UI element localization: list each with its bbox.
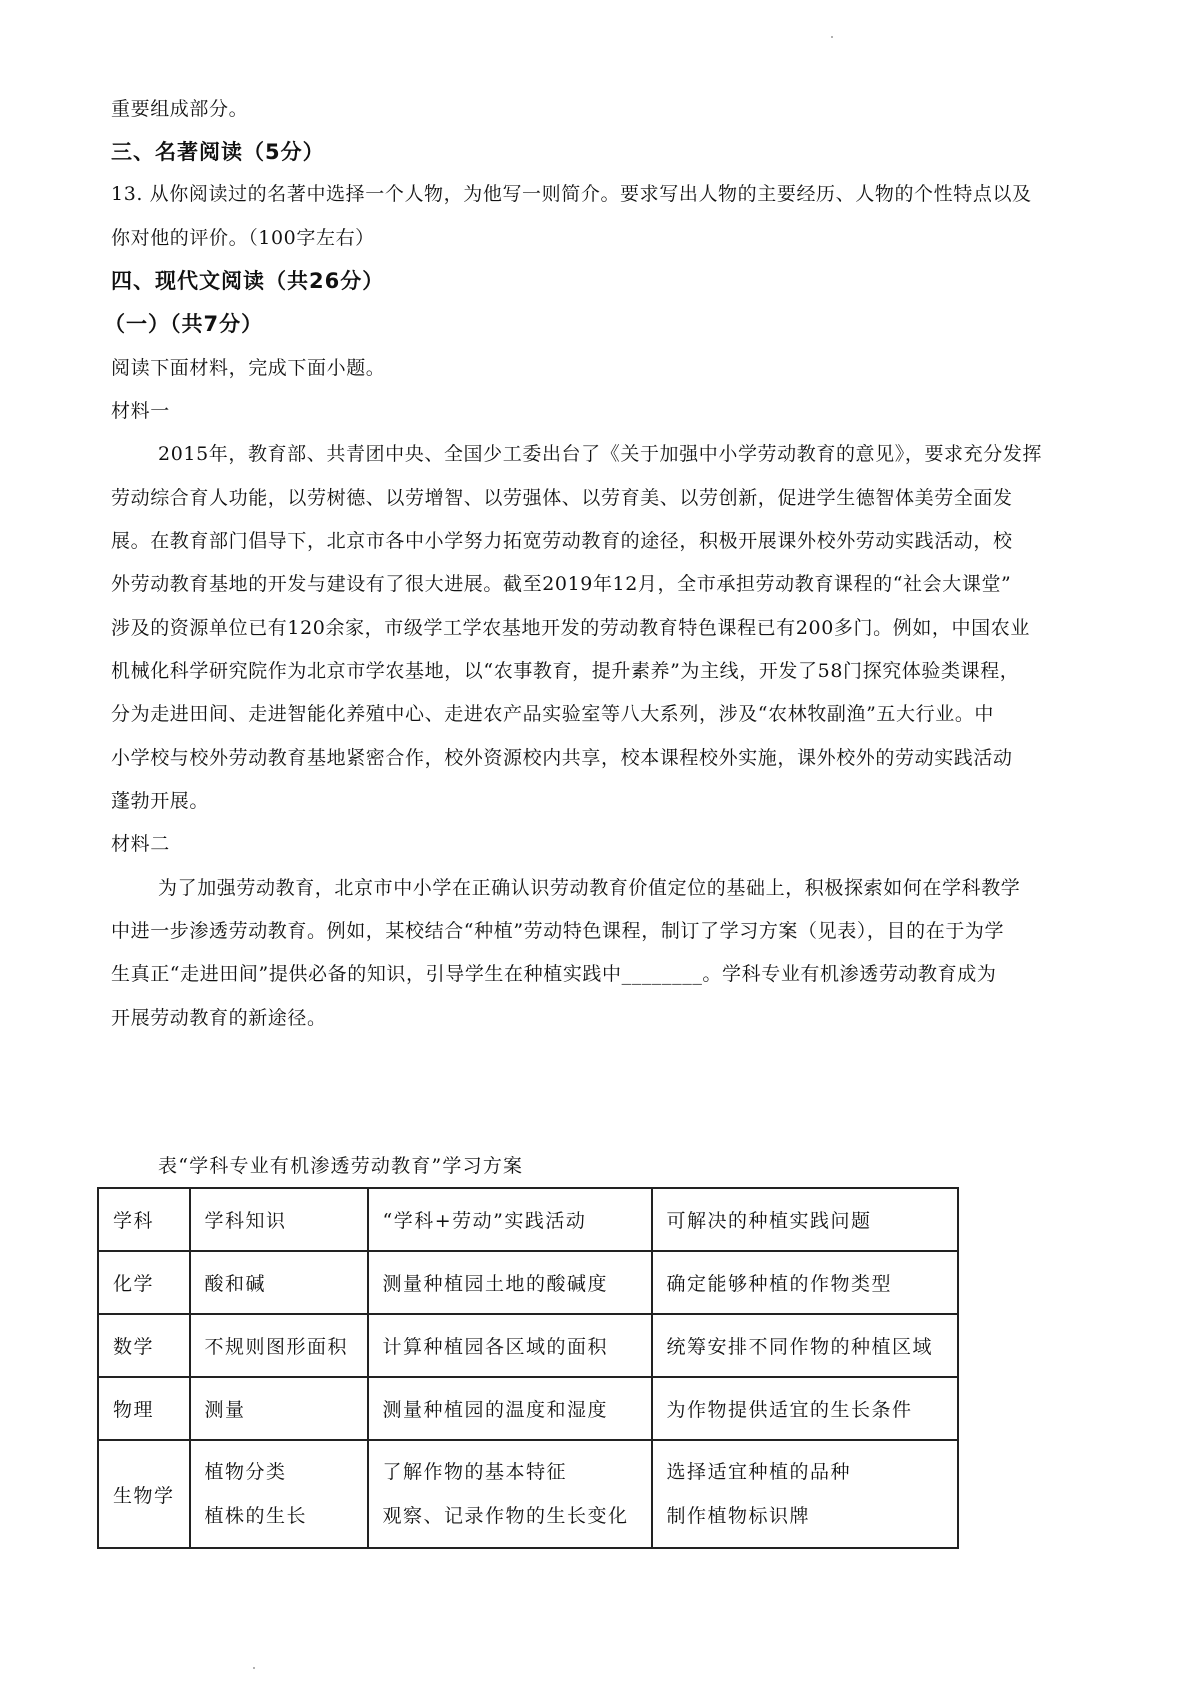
- text-line: 重要组成部分。: [111, 98, 249, 120]
- subject-cell: 数学: [98, 1314, 190, 1377]
- table-row: [98, 1377, 958, 1440]
- material-1-label: 材料一: [111, 400, 170, 422]
- table-caption: 表“学科专业有机渗透劳动教育”学习方案: [158, 1155, 524, 1177]
- activity-item: 观察、记录作物的生长变化: [382, 1505, 629, 1527]
- table-row: [98, 1314, 958, 1377]
- material-1-text: 展。在教育部门倡导下，北京市各中小学努力拓宽劳动教育的途径，积极开展课外校外劳动实践活动，校: [111, 530, 1013, 552]
- problem-cell: [652, 1440, 958, 1548]
- material-1-text: 涉及的资源单位已有120余家，市级学工学农基地开发的劳动教育特色课程已有200多门。例如，中国农业: [111, 617, 1030, 639]
- subject-cell: 物理: [98, 1377, 190, 1440]
- header-cell: 学科: [98, 1188, 190, 1251]
- table-row: [98, 1440, 958, 1548]
- table-row: [98, 1251, 958, 1314]
- material-1-text: 机械化科学研究院作为北京市学农基地，以“农事教育，提升素养”为主线，开发了58门探究体验类课程，: [111, 660, 1020, 682]
- problem-cell: 统筹安排不同作物的种植区域: [652, 1314, 958, 1377]
- material-1-text: 蓬勃开展。: [111, 790, 210, 812]
- problem-item: 选择适宜种植的品种: [666, 1461, 852, 1483]
- header-cell: “学科+劳动”实践活动: [368, 1188, 652, 1251]
- material-2-text: 开展劳动教育的新途径。: [111, 1007, 327, 1029]
- material-1-text: 分为走进田间、走进智能化养殖中心、走进农产品实验室等八大系列，涉及“农林牧副渔”五大行业。中: [111, 703, 995, 725]
- section-heading-3: 三、名著阅读（5分）: [111, 140, 325, 164]
- activity-cell: 测量种植园的温度和湿度: [368, 1377, 652, 1440]
- material-2-text: 为了加强劳动教育，北京市中小学在正确认识劳动教育价值定位的基础上，积极探索如何在学科教学: [158, 877, 1021, 899]
- material-1-text: 小学校与校外劳动教育基地紧密合作，校外资源校内共享，校本课程校外实施，课外校外的劳动实践活动: [111, 747, 1013, 769]
- knowledge-item: 植株的生长: [204, 1505, 308, 1527]
- question-13-line-2: 你对他的评价。（100字左右）: [111, 227, 375, 249]
- table-header-row: [98, 1188, 958, 1251]
- scan-speck: [253, 1667, 255, 1669]
- material-1-text: 2015年，教育部、共青团中央、全国少工委出台了《关于加强中小学劳动教育的意见》，要求充分发挥: [158, 443, 1043, 465]
- problem-cell: 为作物提供适宜的生长条件: [652, 1377, 958, 1440]
- question-13-line-1: 13. 从你阅读过的名著中选择一个人物，为他写一则简介。要求写出人物的主要经历、人物的个性特点以及: [111, 183, 1032, 205]
- scan-speck: [831, 36, 833, 38]
- section-heading-4: 四、现代文阅读（共26分）: [111, 269, 385, 293]
- knowledge-cell: 酸和碱: [190, 1251, 368, 1314]
- knowledge-cell: 不规则图形面积: [190, 1314, 368, 1377]
- header-cell: 学科知识: [190, 1188, 368, 1251]
- activity-item: 了解作物的基本特征: [382, 1461, 568, 1483]
- material-1-text: 外劳动教育基地的开发与建设有了很大进展。截至2019年12月，全市承担劳动教育课程的“社会大课堂”: [111, 573, 1012, 595]
- header-cell: 可解决的种植实践问题: [652, 1188, 958, 1251]
- instruction: 阅读下面材料，完成下面小题。: [111, 357, 386, 379]
- activity-cell: 测量种植园土地的酸碱度: [368, 1251, 652, 1314]
- activity-cell: [368, 1440, 652, 1548]
- knowledge-cell: [190, 1440, 368, 1548]
- subject-cell: 生物学: [98, 1440, 190, 1548]
- material-2-text: 中进一步渗透劳动教育。例如，某校结合“种植”劳动特色课程，制订了学习方案（见表），目的在于为学: [111, 920, 1005, 942]
- knowledge-cell: 测量: [190, 1377, 368, 1440]
- problem-item: 制作植物标识牌: [666, 1505, 811, 1527]
- subsection-heading: （一）（共7分）: [104, 312, 264, 336]
- material-2-label: 材料二: [111, 833, 170, 855]
- knowledge-item: 植物分类: [204, 1461, 287, 1483]
- material-1-text: 劳动综合育人功能，以劳树德、以劳增智、以劳强体、以劳育美、以劳创新，促进学生德智体美劳全面发: [111, 487, 1013, 509]
- material-2-text: 生真正“走进田间”提供必备的知识，引导学生在种植实践中________。学科专业有机渗透劳动教育成为: [111, 963, 997, 985]
- study-plan-table: [97, 1187, 959, 1549]
- problem-cell: 确定能够种植的作物类型: [652, 1251, 958, 1314]
- activity-cell: 计算种植园各区域的面积: [368, 1314, 652, 1377]
- subject-cell: 化学: [98, 1251, 190, 1314]
